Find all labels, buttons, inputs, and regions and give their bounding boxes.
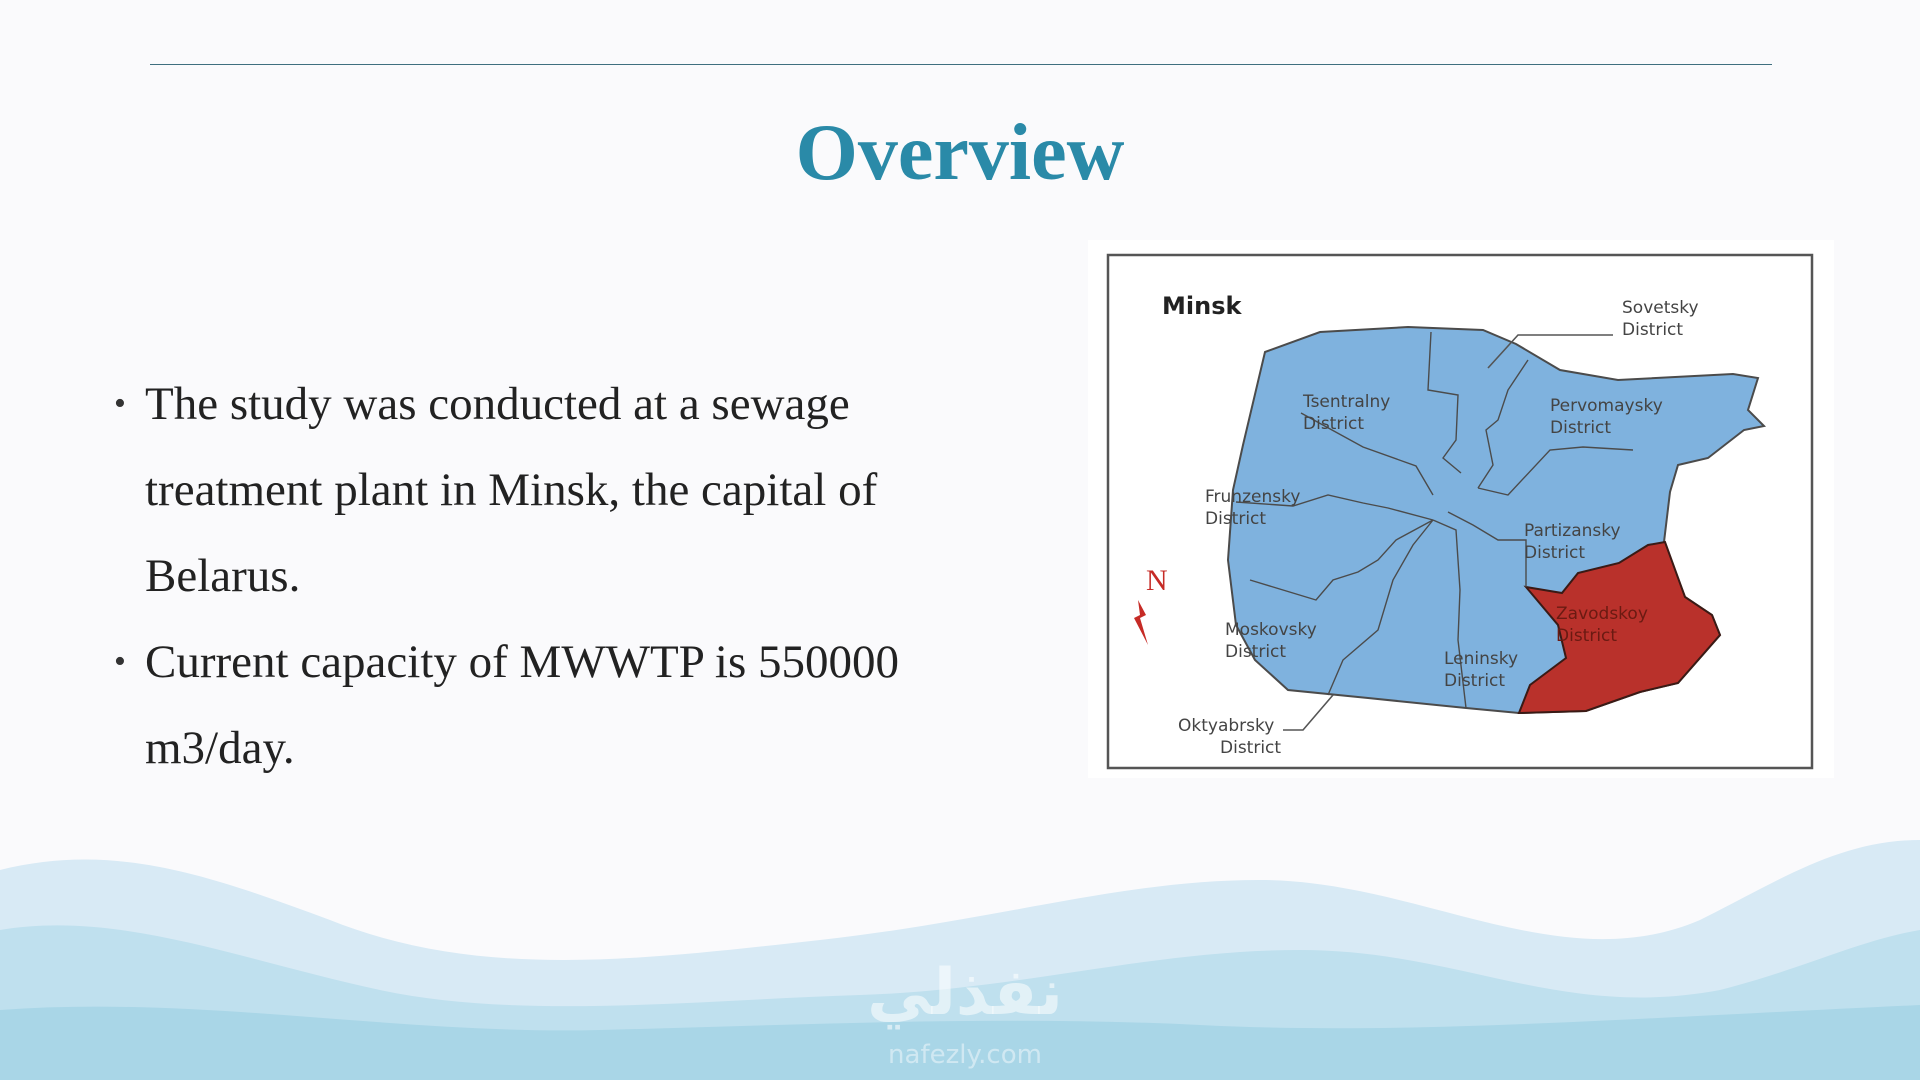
oktyabrsky-label-line2: District xyxy=(1220,738,1282,758)
map-graphic xyxy=(1088,240,1834,778)
bullet-list xyxy=(110,361,990,791)
sovetsky-label-line2: District xyxy=(1622,320,1684,340)
bullet-marker: • xyxy=(114,643,126,680)
moskovsky-label: Moskovsky xyxy=(1225,620,1317,640)
watermark-url: nafezly.com xyxy=(888,1040,1042,1070)
partizansky-label-line2: District xyxy=(1524,543,1586,563)
leninsky-label-line2: District xyxy=(1444,671,1506,691)
map-city-title: Minsk xyxy=(1162,292,1242,320)
pervomaysky-label-line2: District xyxy=(1550,418,1612,438)
tsentralny-label: Tsentralny xyxy=(1303,392,1391,412)
frunzensky-label-line2: District xyxy=(1205,509,1267,529)
frunzensky-label: Frunzensky xyxy=(1205,487,1301,507)
minsk-district-map xyxy=(1088,240,1834,778)
bullet-text: The study was conducted at a sewage treatment plant in Minsk, the capital of Belarus. xyxy=(145,378,878,602)
bullet-marker: • xyxy=(114,385,126,422)
watermark-logo: نفذلي xyxy=(867,956,1063,1030)
partizansky-label: Partizansky xyxy=(1524,521,1621,541)
slide-title: Overview xyxy=(795,109,1125,197)
top-divider-line xyxy=(150,64,1772,65)
leninsky-label: Leninsky xyxy=(1444,649,1519,669)
moskovsky-label-line2: District xyxy=(1225,642,1287,662)
bullet-item xyxy=(110,361,990,619)
bullet-item xyxy=(110,619,990,791)
bullet-text: Current capacity of MWWTP is 550000 m3/day. xyxy=(145,636,899,774)
zavodskoy-label-line2: District xyxy=(1556,626,1618,646)
oktyabrsky-label: Oktyabrsky xyxy=(1178,716,1275,736)
tsentralny-label-line2: District xyxy=(1303,414,1365,434)
pervomaysky-label: Pervomaysky xyxy=(1550,396,1663,416)
north-label: N xyxy=(1146,564,1168,597)
sovetsky-label: Sovetsky xyxy=(1622,298,1699,318)
zavodskoy-label: Zavodskoy xyxy=(1556,604,1648,624)
